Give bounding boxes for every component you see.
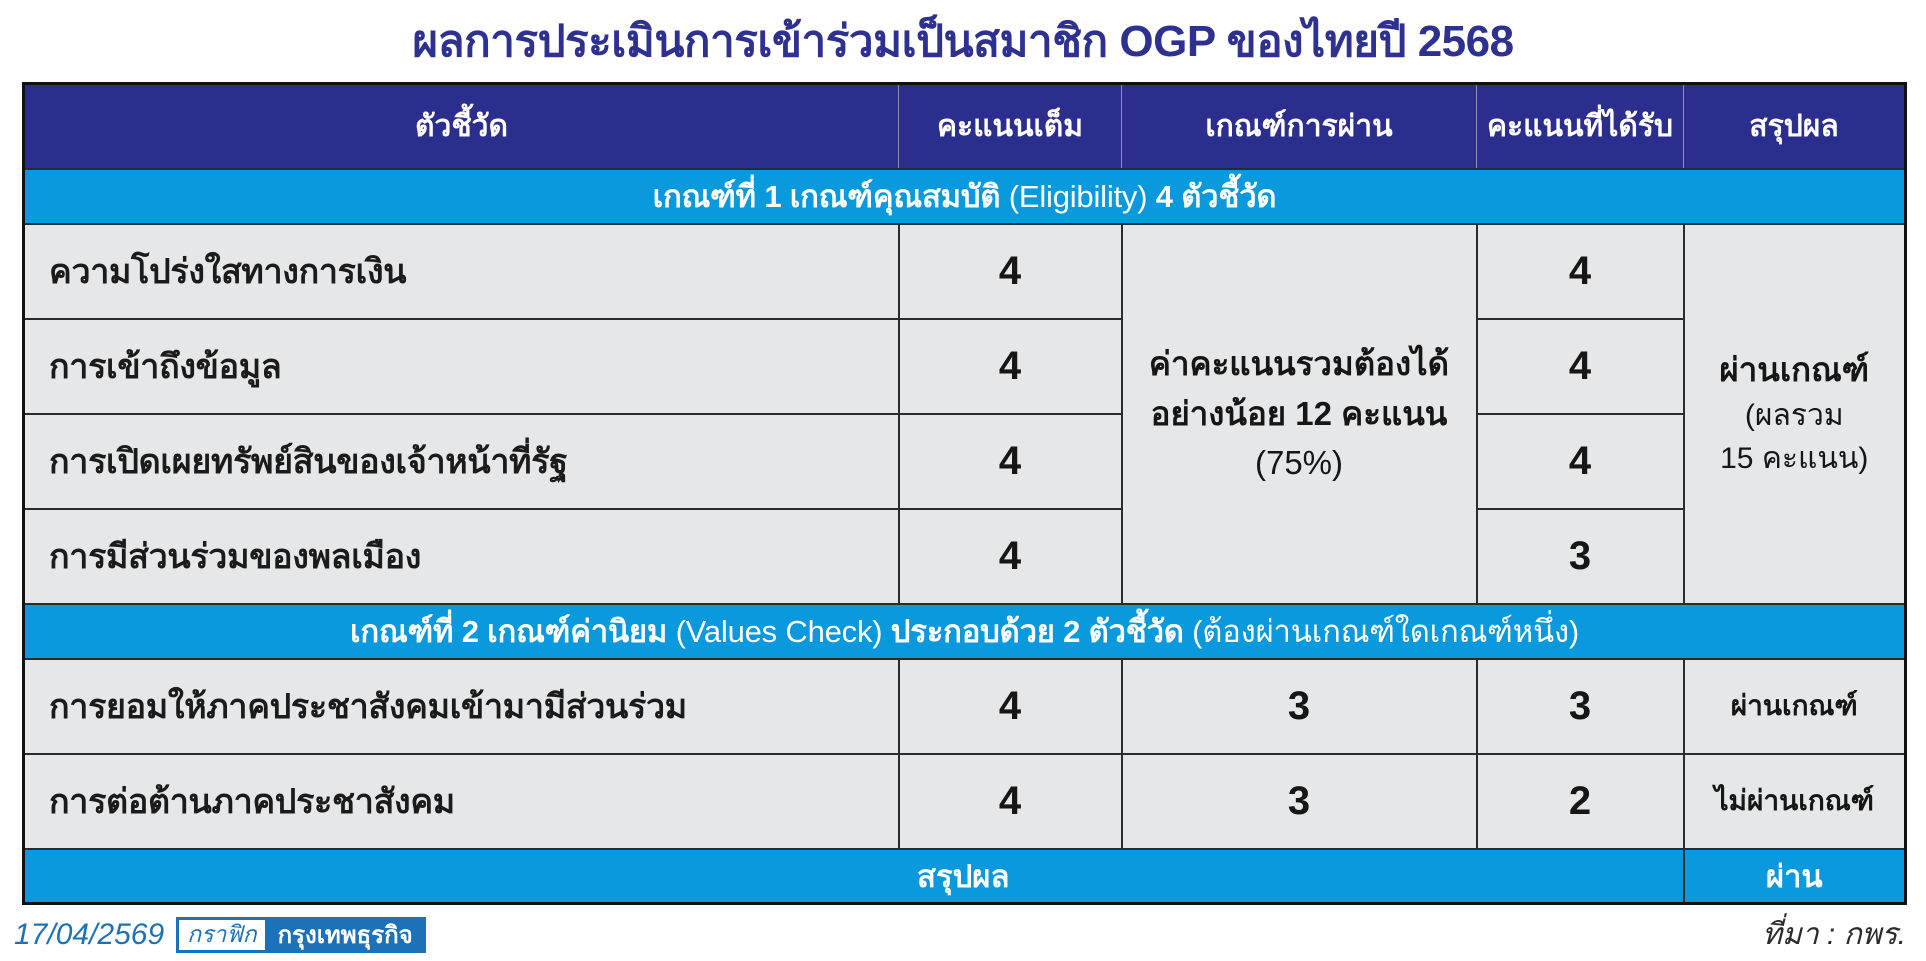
footer — [0, 905, 1926, 961]
max-score-value: 4 — [899, 659, 1122, 754]
max-score-value: 4 — [899, 224, 1122, 319]
evaluation-table — [22, 82, 1907, 905]
received-score-value: 3 — [1477, 659, 1684, 754]
column-header-received-score: คะแนนที่ได้รับ — [1477, 84, 1684, 169]
indicator-label: การมีส่วนร่วมของพลเมือง — [24, 509, 899, 604]
section-2-title-bold: เกณฑ์ที่ 2 เกณฑ์ค่านิยม — [349, 614, 676, 649]
indicator-label: การยอมให้ภาคประชาสังคมเข้ามามีส่วนร่วม — [24, 659, 899, 754]
section-1-header-row — [24, 169, 1906, 224]
section-2-title — [24, 604, 1906, 659]
section-1-result-cell — [1684, 224, 1906, 604]
bangkokbiznews-logo — [176, 917, 426, 953]
indicator-label: การเข้าถึงข้อมูล — [24, 319, 899, 414]
criteria-line: อย่างน้อย 12 คะแนน — [1150, 394, 1448, 432]
column-header-max-score: คะแนนเต็ม — [899, 84, 1122, 169]
criteria-line: (75%) — [1254, 444, 1344, 482]
section-2-header-row — [24, 604, 1906, 659]
section-2-title-note: (ต้องผ่านเกณฑ์ใดเกณฑ์หนึ่ง) — [1192, 614, 1579, 649]
table-row — [24, 319, 1906, 414]
section-2-title-count: ประกอบด้วย 2 ตัวชี้วัด — [890, 614, 1193, 649]
summary-label: สรุปผล — [24, 849, 1684, 904]
result-line: 15 คะแนน) — [1720, 442, 1869, 476]
received-score-value: 4 — [1477, 224, 1684, 319]
section-2-title-english: (Values Check) — [675, 614, 891, 649]
pass-criteria-value: 3 — [1122, 659, 1477, 754]
max-score-value: 4 — [899, 509, 1122, 604]
table-row — [24, 509, 1906, 604]
received-score-value: 4 — [1477, 319, 1684, 414]
publish-date: 17/04/2569 — [14, 917, 165, 951]
row-result: ผ่านเกณฑ์ — [1684, 659, 1906, 754]
criteria-line: ค่าคะแนนรวมต้องได้ — [1148, 345, 1450, 383]
column-header-summary: สรุปผล — [1684, 84, 1906, 169]
summary-value: ผ่าน — [1684, 849, 1906, 904]
max-score-value: 4 — [899, 319, 1122, 414]
section-1-title — [24, 169, 1906, 224]
table-row — [24, 224, 1906, 319]
column-header-pass-criteria: เกณฑ์การผ่าน — [1122, 84, 1477, 169]
page-title: ผลการประเมินการเข้าร่วมเป็นสมาชิก OGP ของไทยปี 2568 — [412, 17, 1514, 66]
result-line: (ผลรวม — [1744, 398, 1844, 432]
pass-criteria-value: 3 — [1122, 754, 1477, 849]
table-row — [24, 754, 1906, 849]
table-header-row — [24, 84, 1906, 169]
row-result: ไม่ผ่านเกณฑ์ — [1684, 754, 1906, 849]
result-line: ผ่านเกณฑ์ — [1719, 351, 1870, 389]
received-score-value: 4 — [1477, 414, 1684, 509]
indicator-label: การเปิดเผยทรัพย์สินของเจ้าหน้าที่รัฐ — [24, 414, 899, 509]
table-row — [24, 659, 1906, 754]
received-score-value: 3 — [1477, 509, 1684, 604]
section-1-pass-criteria-cell — [1122, 224, 1477, 604]
section-1-title-count: 4 ตัวชี้วัด — [1155, 179, 1277, 214]
max-score-value: 4 — [899, 414, 1122, 509]
logo-graphic-label: กราฟิก — [176, 917, 267, 953]
indicator-label: ความโปร่งใสทางการเงิน — [24, 224, 899, 319]
received-score-value: 2 — [1477, 754, 1684, 849]
section-1-title-bold: เกณฑ์ที่ 1 เกณฑ์คุณสมบัติ — [652, 179, 1009, 214]
footer-left — [14, 917, 426, 953]
indicator-label: การต่อต้านภาคประชาสังคม — [24, 754, 899, 849]
section-1-title-english: (Eligibility) — [1008, 179, 1156, 214]
table-row — [24, 414, 1906, 509]
column-header-indicator: ตัวชี้วัด — [24, 84, 899, 169]
logo-brand-label: กรุงเทพธุรกิจ — [268, 917, 426, 953]
summary-row — [24, 849, 1906, 904]
source-credit: ที่มา : กพร. — [1762, 918, 1906, 951]
max-score-value: 4 — [899, 754, 1122, 849]
